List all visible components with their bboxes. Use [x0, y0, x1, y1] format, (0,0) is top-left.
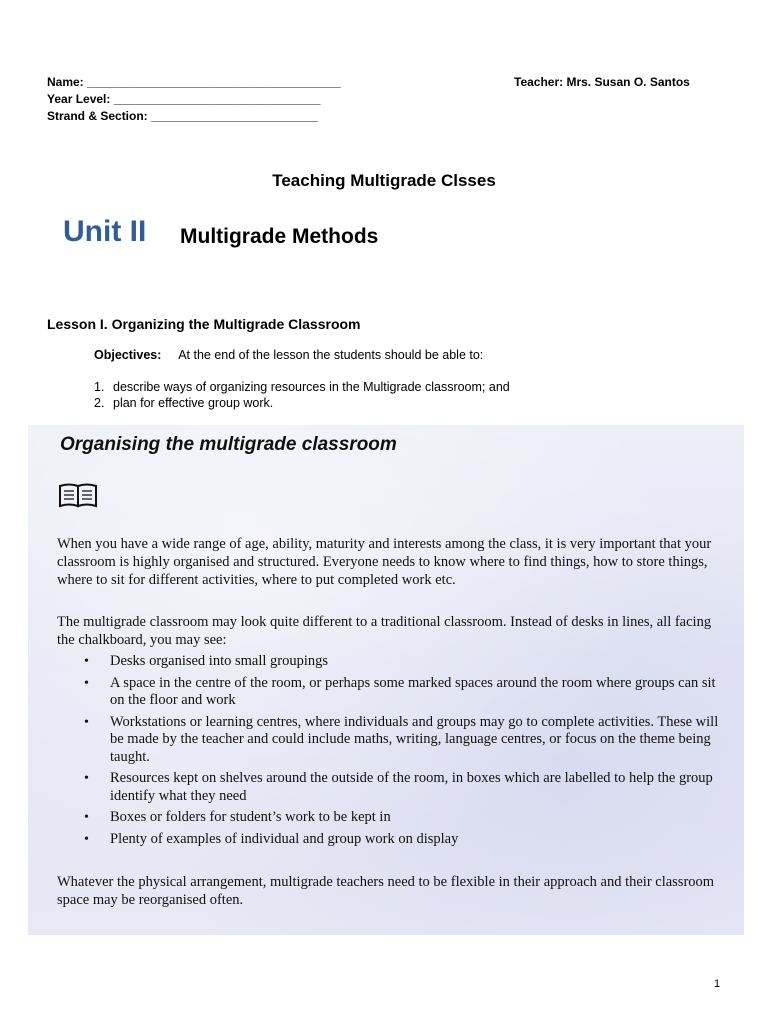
excerpt-paragraph: Whatever the physical arrangement, multigrade teachers need to be flexible in their approach and their classroom space may be reorganised often. [57, 874, 715, 908]
bullet-item: • Desks organised into small groupings [84, 653, 724, 671]
objectives-list [94, 379, 510, 411]
objective-text: describe ways of organizing resources in the Multigrade classroom; and [113, 380, 510, 394]
objectives-line [94, 348, 483, 362]
book-icon [58, 483, 98, 514]
teacher-label: Teacher: Mrs. Susan O. Santos [514, 75, 690, 89]
objective-item [94, 395, 510, 411]
page-number: 1 [714, 978, 721, 990]
bullet-item: • Resources kept on shelves around the outside of the room, in boxes which are labelled to help the group identify what they need [84, 770, 724, 805]
objective-text: plan for effective group work. [113, 396, 274, 410]
excerpt-paragraph: The multigrade classroom may look quite different to a traditional classroom. Instead of desks in lines, all facing the chalkboard, you may see: [57, 614, 712, 648]
scanned-excerpt [28, 425, 744, 935]
document-title: Teaching Multigrade Clsses [272, 171, 496, 190]
strand-section-field-label: Strand & Section: _________________________ [47, 109, 318, 123]
bullet-item: • Boxes or folders for student’s work to be kept in [84, 809, 724, 827]
bullet-item: • A space in the centre of the room, or perhaps some marked spaces around the room where groups can sit on the floor and work [84, 675, 724, 710]
student-info-block [47, 74, 341, 125]
objectives-intro: At the end of the lesson the students should be able to: [178, 348, 484, 362]
objective-number: 2. [94, 396, 105, 410]
excerpt-paragraph: When you have a wide range of age, ability, maturity and interests among the class, it is very important that your classroom is highly organised and structured. Everyone needs to know where to find things, how to store things, where to sit for different activities, where to put completed work etc. [57, 536, 712, 588]
excerpt-title: Organising the multigrade classroom [60, 434, 397, 455]
bullet-item: • Workstations or learning centres, where individuals and groups may go to complete activities. These will be made by the teacher and could include maths, writing, language centres, or focus on the theme being taught. [84, 714, 724, 767]
unit-number: Unit II [63, 215, 147, 248]
year-level-field-label: Year Level: _______________________________ [47, 92, 321, 106]
objective-number: 1. [94, 380, 105, 394]
name-field-label: Name: ______________________________________ [47, 75, 341, 89]
lesson-heading: Lesson I. Organizing the Multigrade Classroom [47, 316, 361, 332]
excerpt-bullet-list [84, 653, 724, 852]
unit-title: Multigrade Methods [180, 225, 379, 248]
objective-item [94, 379, 510, 395]
objectives-label: Objectives: [94, 348, 162, 362]
bullet-item: • Plenty of examples of individual and group work on display [84, 831, 724, 849]
